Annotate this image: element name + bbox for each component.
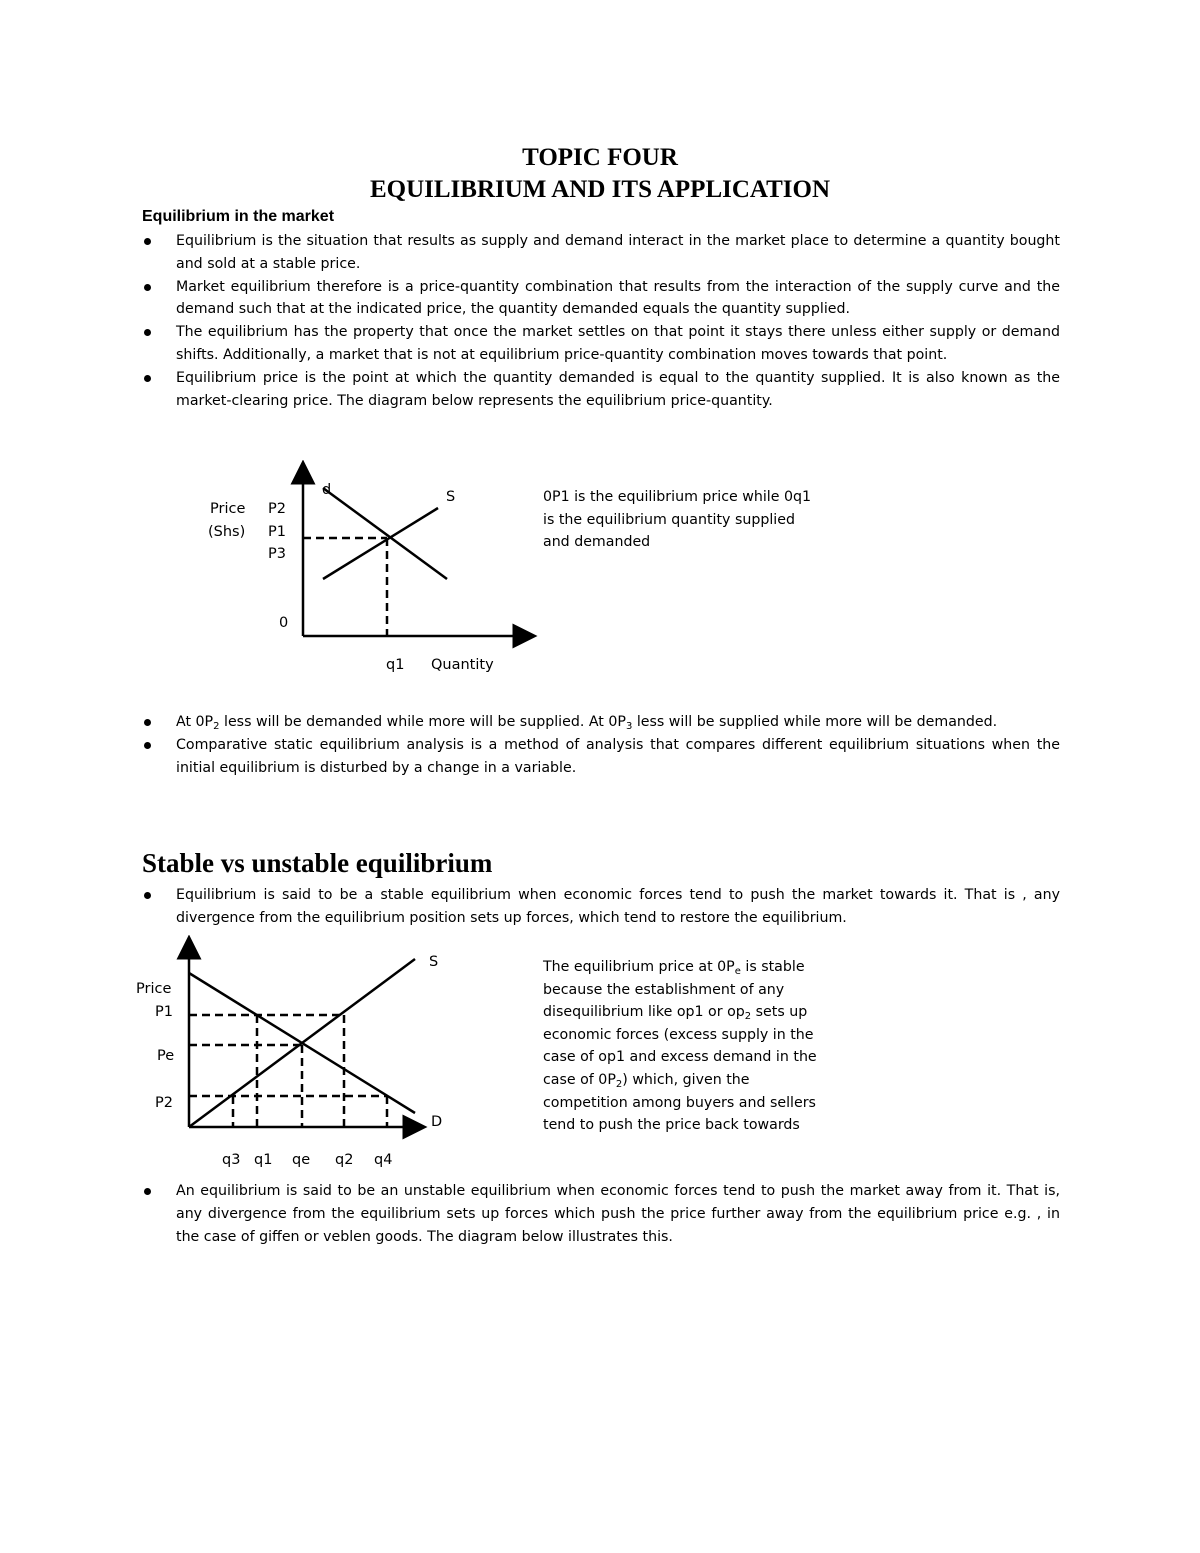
q2-label: q2 bbox=[335, 1152, 354, 1168]
supply-curve bbox=[323, 508, 438, 579]
bullet-list-equilibrium bbox=[142, 230, 1060, 412]
supply-label: S bbox=[429, 954, 439, 970]
equilibrium-note: 0P1 is the equilibrium price while 0q1 is the equilibrium quantity supplied and demanded bbox=[543, 489, 812, 551]
shs-label: (Shs) bbox=[208, 524, 246, 540]
q1-label: q1 bbox=[386, 657, 405, 673]
p3-label: P3 bbox=[268, 546, 286, 562]
topic-subtitle: EQUILIBRIUM AND ITS APPLICATION bbox=[369, 176, 831, 203]
p1-label: P1 bbox=[268, 524, 286, 540]
q4-label: q4 bbox=[374, 1152, 393, 1168]
section-heading-stable-unstable: Stable vs unstable equilibrium bbox=[142, 848, 493, 878]
list-item: An equilibrium is said to be an unstable equilibrium when economic forces tend to push the market away from it. That is, any divergence from the equilibrium sets up forces which push the price further away from the equilibrium price e.g. , in the case of giffen or veblen goods. The diagram below illustrates this. bbox=[142, 1180, 1060, 1248]
bullet-list-stable bbox=[142, 884, 1060, 930]
stable-equilibrium-diagram bbox=[125, 935, 465, 1175]
p1-label: P1 bbox=[155, 1004, 173, 1020]
list-item: The equilibrium has the property that once the market settles on that point it stays there unless either supply or demand shifts. Additionally, a market that is not at equilibrium price-quantity combination moves towards that point. bbox=[142, 321, 1060, 367]
demand-label: D bbox=[431, 1114, 443, 1130]
p2-label: P2 bbox=[268, 501, 286, 517]
equilibrium-diagram bbox=[190, 460, 550, 685]
list-item: At $0P_2$ less will be demanded while more will be supplied. At $0P_3$ less will be supplied while more will be demanded. bbox=[142, 711, 1060, 734]
section-heading-equilibrium-market: Equilibrium in the market bbox=[142, 208, 335, 225]
q3-label: q3 bbox=[222, 1152, 241, 1168]
topic-title: TOPIC FOUR bbox=[522, 144, 678, 171]
qe-label: qe bbox=[292, 1152, 311, 1168]
q1-label: q1 bbox=[254, 1152, 273, 1168]
supply-label: S bbox=[446, 489, 456, 505]
origin-label: 0 bbox=[279, 615, 289, 631]
list-item: Comparative static equilibrium analysis is a method of analysis that compares different equilibrium situations when the initial equilibrium is disturbed by a change in a variable. bbox=[142, 734, 1060, 780]
price-label: Price bbox=[210, 501, 246, 517]
p2-label: P2 bbox=[155, 1095, 173, 1111]
price-label: Price bbox=[136, 981, 172, 997]
guide-lines bbox=[189, 1015, 387, 1127]
demand-curve bbox=[323, 488, 447, 579]
quantity-label: Quantity bbox=[431, 657, 494, 673]
stable-equilibrium-note: The equilibrium price at $0P_e$ is stable because the establishment of any disequilibrium like op1 or $op_2$ sets up economic forces (excess supply in the case of op1 and excess demand in the case of $0P_2$) which, given the competition among buyers and sellers tend to push the price back towards bbox=[543, 959, 817, 1134]
bullet-list-unstable bbox=[142, 1180, 1060, 1248]
list-item: Market equilibrium therefore is a price-quantity combination that results from the interaction of the supply curve and the demand such that at the indicated price, the quantity demanded equals the quantity supplied. bbox=[142, 276, 1060, 322]
bullet-list-analysis bbox=[142, 711, 1060, 779]
list-item: Equilibrium price is the point at which the quantity demanded is equal to the quantity supplied. It is also known as the market-clearing price. The diagram below represents the equilibrium price-quantity. bbox=[142, 367, 1060, 413]
list-item: Equilibrium is said to be a stable equilibrium when economic forces tend to push the market towards it. That is , any divergence from the equilibrium position sets up forces, which tend to restore the equilibrium. bbox=[142, 884, 1060, 930]
demand-label: d bbox=[322, 482, 332, 498]
pe-label: Pe bbox=[157, 1048, 175, 1064]
list-item: Equilibrium is the situation that results as supply and demand interact in the market place to determine a quantity bought and sold at a stable price. bbox=[142, 230, 1060, 276]
